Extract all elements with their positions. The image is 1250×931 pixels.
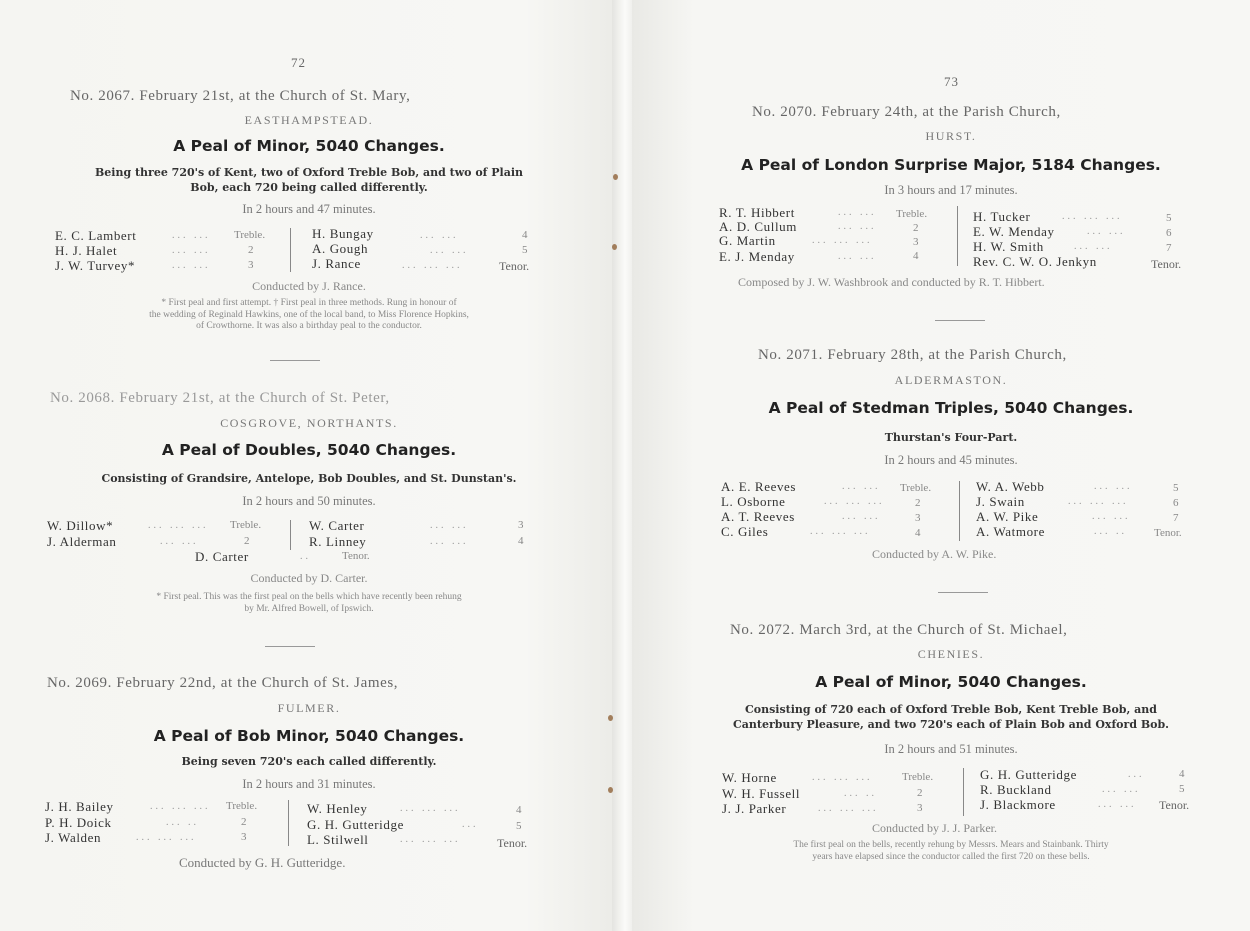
ringer-name: E. W. Menday [973, 224, 1055, 239]
ringer-name: G. H. Gutteridge [980, 767, 1077, 782]
ringer-name: J. J. Parker [722, 801, 787, 816]
bell-number: 2 [913, 222, 919, 234]
bell-number: 6 [1166, 227, 1172, 239]
bell-number: 4 [518, 535, 524, 547]
peal-duration: In 2 hours and 31 minutes. [242, 777, 376, 791]
column-divider [963, 768, 964, 816]
peal-conductor: Composed by J. W. Washbrook and conducted by R. T. Hibbert. [738, 275, 1045, 289]
ringer-name: J. Swain [976, 494, 1025, 509]
bell-number: Treble. [226, 800, 258, 812]
peal-header: No. 2068. February 21st, at the Church of St. Peter, [50, 390, 390, 406]
peal-location: ALDERMASTON. [894, 373, 1008, 387]
ringer-name: L. Osborne [721, 494, 786, 509]
ringer-name: G. H. Gutteridge [307, 817, 404, 832]
separator-rule [935, 320, 985, 321]
bell-number: 4 [1179, 768, 1185, 780]
bell-number: Treble. [896, 208, 928, 220]
binding-hole [612, 244, 617, 250]
ringer-name: Rev. C. W. O. Jenkyn [973, 254, 1097, 269]
ringer-name: C. Giles [721, 524, 769, 539]
bell-number: 3 [917, 802, 923, 814]
ringer-name: J. Rance [312, 256, 361, 271]
peal-subtitle: Being seven 720's each called differently. [181, 755, 437, 768]
bell-number: 4 [915, 527, 921, 539]
peal-location: FULMER. [277, 701, 341, 715]
peal-title: A Peal of Stedman Triples, 5040 Changes. [768, 399, 1134, 417]
bell-number: 2 [248, 244, 254, 256]
bell-number: Treble. [230, 519, 262, 531]
ringer-name: J. H. Bailey [45, 799, 114, 814]
peal-location: COSGROVE, NORTHANTS. [220, 416, 398, 430]
bell-number: 2 [915, 497, 921, 509]
ringer-name: E. J. Menday [719, 249, 795, 264]
peal-footnote: The first peal on the bells, recently rehung by Messrs. Mears and Stainbank. Thirty years have elapsed since the conductor called the first 720 on these bells. [793, 840, 1109, 862]
bell-number: 4 [516, 804, 522, 816]
bell-number: Tenor. [1154, 527, 1182, 539]
bell-number: 4 [522, 229, 528, 241]
ringer-name: A. D. Cullum [719, 219, 797, 234]
ringer-name: J. W. Turvey* [55, 258, 136, 273]
separator-rule [265, 646, 315, 647]
binding-hole [613, 174, 618, 180]
ringer-name: W. H. Fussell [722, 786, 801, 801]
peal-subtitle: Consisting of Grandsire, Antelope, Bob Doubles, and St. Dunstan's. [101, 472, 517, 485]
bell-number: 4 [913, 250, 919, 262]
peal-duration: In 2 hours and 45 minutes. [884, 453, 1018, 467]
peal-title: A Peal of London Surprise Major, 5184 Changes. [741, 156, 1161, 174]
bell-number: 5 [522, 244, 528, 256]
ringer-name: W. A. Webb [976, 479, 1045, 494]
bell-number: Treble. [902, 771, 934, 783]
peal-location: HURST. [925, 129, 977, 143]
peal-footnote: * First peal. This was the first peal on the bells which have recently been rehung by Mr. Alfred Bowell, of Ipswich. [156, 592, 462, 614]
bell-number: Tenor. [342, 550, 370, 562]
ringer-name: J. Alderman [47, 534, 117, 549]
ringer-name: D. Carter [195, 549, 249, 564]
peal-header: No. 2071. February 28th, at the Parish Church, [758, 347, 1067, 363]
peal-duration: In 2 hours and 47 minutes. [242, 202, 376, 216]
peal-title: A Peal of Bob Minor, 5040 Changes. [153, 727, 465, 745]
peal-footnote: * First peal and first attempt. † First peal in three methods. Rung in honour of the wedding of Reginald Hawkins, one of the local band, to Miss Florence Hopkins, of Crowthorne. It was also a birthday peal to the conductor. [149, 298, 469, 331]
peal-subtitle: Consisting of 720 each of Oxford Treble Bob, Kent Treble Bob, and Canterbury Pleasure, and two 720's each of Plain Bob and Oxford Bob. [732, 703, 1169, 731]
column-divider [288, 800, 289, 846]
ringer-name: A. Gough [312, 241, 369, 256]
bell-number: 2 [241, 816, 247, 828]
bell-number: 5 [1173, 482, 1179, 494]
ringer-name: P. H. Doick [45, 815, 112, 830]
bell-number: 3 [248, 259, 254, 271]
bell-number: 2 [917, 787, 923, 799]
peal-subtitle: Being three 720's of Kent, two of Oxford Treble Bob, and two of Plain Bob, each 720 being called differently. [94, 166, 524, 194]
column-divider [957, 206, 958, 266]
peal-header: No. 2070. February 24th, at the Parish Church, [752, 104, 1061, 120]
peal-location: EASTHAMPSTEAD. [244, 113, 374, 127]
separator-rule [270, 360, 320, 361]
ringer-name: W. Dillow* [47, 518, 114, 533]
ringer-name: A. W. Pike [976, 509, 1039, 524]
bell-number: 3 [913, 236, 919, 248]
ringer-name: R. Linney [309, 534, 367, 549]
peal-title: A Peal of Doubles, 5040 Changes. [161, 441, 457, 459]
bell-number: Treble. [900, 482, 932, 494]
ringer-name: E. C. Lambert [55, 228, 137, 243]
ringer-name: H. Tucker [973, 209, 1031, 224]
ringer-name: H. Bungay [312, 226, 374, 241]
ringer-name: J. Blackmore [980, 797, 1056, 812]
ringer-name: A. Watmore [976, 524, 1045, 539]
peal-header: No. 2067. February 21st, at the Church of St. Mary, [70, 88, 411, 104]
peal-header: No. 2069. February 22nd, at the Church of St. James, [47, 675, 399, 691]
bell-number: 5 [516, 820, 522, 832]
peal-title: A Peal of Minor, 5040 Changes. [815, 673, 1087, 691]
ringer-name: H. W. Smith [973, 239, 1044, 254]
bell-number: 3 [518, 519, 524, 531]
peal-conductor: Conducted by J. J. Parker. [872, 821, 997, 835]
bell-number: 3 [915, 512, 921, 524]
right-page: 73 No. 2070. February 24th, at the Parish Church, HURST. A Peal of London Surprise Major, 5184 Changes. In 3 hours and 17 minutes. R. T. Hibbert A. D. Cullum G. Martin E. J. Menday ... ... ... ... ... ... ... ... ... Treble. 2 3 4 H. Tucker E. W. Menday H. W. Smith Rev. C. W. O. Jenkyn ... ... ... ... ... ... ... 5 6 7 Tenor. Composed by J. W. Washbrook and conducted by R. T. Hibbert. No. 2071. February 28th, at the Parish Church, ALDERMASTON. A Peal of Stedman Triples, 5040 Changes. Thurstan's Four-Part. In 2 hours and 45 minutes. A. E. Reeves L. Osborne A. T. Reeves C. Giles ... ... ... ... ... ... ... ... ... ... Treble. 2 3 4 W. A. Webb J. Swain A. W. Pike A. Watmore ... ... ... ... ... ... ... ... .. 5 6 7 Tenor. Conducted by A. W. Pike. No. 2072. March 3rd, at the Church of St. Michael, CHENIES. A Peal of Minor, 5040 Changes. Consisting of 720 each of Oxford Treble Bob, Kent Treble Bob, and Canterbury Pleasure, and two 720's each of Plain Bob and Oxford Bob. In 2 hours and 51 minutes. W. Horne W. H. Fussell J. J. Parker ... ... ... ... .. ... ... ... Treble. 2 3 G. H. Gutteridge R. Buckland J. Blackmore ... ... ... ... ... 4 5 Tenor. Conducted by J. J. Parker. The first peal on the bells, recently rehung by Messrs. Mears and Stainbank. Thirty years have elapsed since the conductor called the first 720 on these bells. [632, 0, 1250, 931]
bell-number: 2 [244, 535, 250, 547]
bell-number: 6 [1173, 497, 1179, 509]
ringer-name: G. Martin [719, 233, 776, 248]
ringer-name: R. T. Hibbert [719, 205, 795, 220]
column-divider [290, 228, 291, 272]
peal-conductor: Conducted by J. Rance. [252, 279, 366, 293]
page-number: 72 [291, 55, 306, 70]
binding-hole [608, 715, 613, 721]
ringer-name: W. Horne [722, 770, 777, 785]
peal-conductor: Conducted by A. W. Pike. [872, 547, 997, 561]
bell-number: Tenor. [497, 836, 528, 850]
peal-subtitle: Thurstan's Four-Part. [884, 431, 1018, 444]
bell-number: Tenor. [499, 259, 530, 273]
bell-number: 7 [1166, 242, 1172, 254]
column-divider [959, 481, 960, 541]
separator-rule [938, 592, 988, 593]
peal-duration: In 3 hours and 17 minutes. [884, 183, 1018, 197]
bell-number: Treble. [234, 229, 266, 241]
peal-conductor: Conducted by D. Carter. [250, 571, 368, 585]
ringer-name: J. Walden [45, 830, 102, 845]
ringer-name: W. Henley [307, 801, 368, 816]
bell-number: 5 [1166, 212, 1172, 224]
peal-conductor: Conducted by G. H. Gutteridge. [179, 855, 346, 870]
column-divider [290, 520, 291, 550]
peal-header: No. 2072. March 3rd, at the Church of St. Michael, [730, 622, 1068, 638]
bell-number: Tenor. [1159, 798, 1190, 812]
peal-duration: In 2 hours and 50 minutes. [242, 494, 376, 508]
binding-hole [608, 787, 613, 793]
ringer-name: W. Carter [309, 518, 365, 533]
bell-number: 7 [1173, 512, 1179, 524]
ringer-name: A. T. Reeves [721, 509, 795, 524]
ringer-name: R. Buckland [980, 782, 1052, 797]
bell-number: 5 [1179, 783, 1185, 795]
peal-location: CHENIES. [917, 647, 985, 661]
left-page: 72 No. 2067. February 21st, at the Church of St. Mary, EASTHAMPSTEAD. A Peal of Minor, 5040 Changes. Being three 720's of Kent, two of Oxford Treble Bob, and two of Plain Bob, each 720 being called differently. In 2 hours and 47 minutes. E. C. Lambert H. J. Halet J. W. Turvey* ... ... ... ... ... ... Treble. 2 3 H. Bungay A. Gough J. Rance ... ... ... ... ... ... ... 4 5 Tenor. Conducted by J. Rance. * First peal and first attempt. † First peal in three methods. Rung in honour of the wedding of Reginald Hawkins, one of the local band, to Miss Florence Hopkins, of Crowthorne. It was also a birthday peal to the conductor. No. 2068. February 21st, at the Church of St. Peter, COSGROVE, NORTHANTS. A Peal of Doubles, 5040 Changes. Consisting of Grandsire, Antelope, Bob Doubles, and St. Dunstan's. In 2 hours and 50 minutes. W. Dillow* J. Alderman ... ... ... ... ... Treble. 2 W. Carter R. Linney ... ... ... ... 3 4 D. Carter .. Tenor. Conducted by D. Carter. * First peal. This was the first peal on the bells which have recently been rehung by Mr. Alfred Bowell, of Ipswich. No. 2069. February 22nd, at the Church of St. James, FULMER. A Peal of Bob Minor, 5040 Changes. Being seven 720's each called differently. In 2 hours and 31 minutes. J. H. Bailey P. H. Doick J. Walden ... ... ... ... .. ... ... ... Treble. 2 3 W. Henley G. H. Gutteridge L. Stilwell ... ... ... ... ... ... ... 4 5 Tenor. Conducted by G. H. Gutteridge. [0, 0, 618, 931]
ringer-name: L. Stilwell [307, 832, 369, 847]
ringer-name: H. J. Halet [55, 243, 118, 258]
bell-number: Tenor. [1151, 257, 1182, 271]
peal-title: A Peal of Minor, 5040 Changes. [173, 137, 445, 155]
ringer-name: A. E. Reeves [721, 479, 797, 494]
bell-number: 3 [241, 831, 247, 843]
peal-duration: In 2 hours and 51 minutes. [884, 742, 1018, 756]
page-number: 73 [944, 74, 959, 89]
